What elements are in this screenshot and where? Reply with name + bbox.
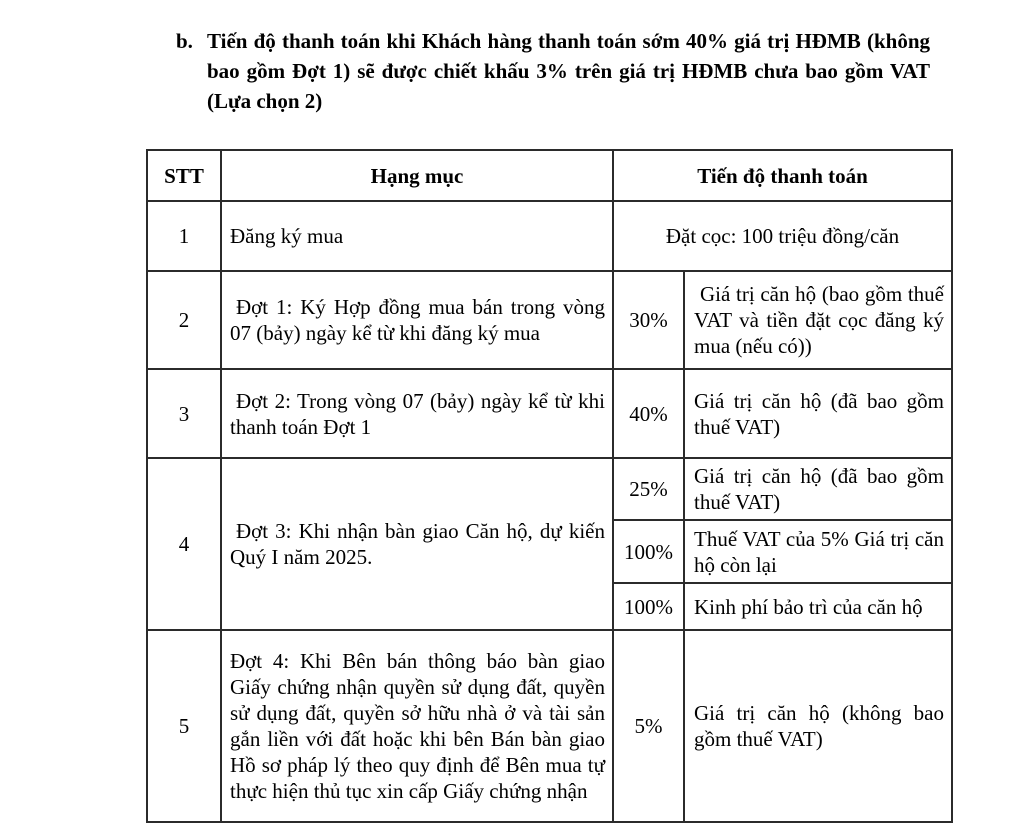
- row3-percent: 40%: [613, 369, 684, 458]
- row4-subrow3-desc: Kinh phí bảo trì của căn hộ: [684, 583, 952, 630]
- row4-subrow1-percent: 25%: [613, 458, 684, 520]
- table-row: [147, 271, 952, 369]
- row5-item: Đợt 4: Khi Bên bán thông báo bàn giao Giấy chứng nhận quyền sử dụng đất, quyền sử dụng đất, quyền sở hữu nhà ở và tài sản gắn liền với đất hoặc khi bên Bán bàn giao Hồ sơ pháp lý theo quy định để Bên mua tự thực hiện thủ tục xin cấp Giấy chứng nhận: [221, 630, 613, 822]
- row5-desc: Giá trị căn hộ (không bao gồm thuế VAT): [684, 630, 952, 822]
- header-cell-item: Hạng mục: [221, 150, 613, 201]
- payment-schedule-table: [146, 149, 953, 823]
- row1-stt: 1: [147, 201, 221, 271]
- row2-stt: 2: [147, 271, 221, 369]
- table-row: [147, 630, 952, 822]
- table-row: [147, 369, 952, 458]
- row5-percent: 5%: [613, 630, 684, 822]
- table-row: [147, 458, 952, 520]
- row3-desc: Giá trị căn hộ (đã bao gồm thuế VAT): [684, 369, 952, 458]
- section-heading-text: Tiến độ thanh toán khi Khách hàng thanh toán sớm 40% giá trị HĐMB (không bao gồm Đợt 1) sẽ được chiết khấu 3% trên giá trị HĐMB chưa bao gồm VAT (Lựa chọn 2): [207, 29, 930, 113]
- row3-item: Đợt 2: Trong vòng 07 (bảy) ngày kể từ khi thanh toán Đợt 1: [221, 369, 613, 458]
- table-row: [147, 201, 952, 271]
- row4-subrow2-percent: 100%: [613, 520, 684, 583]
- row1-payment: Đặt cọc: 100 triệu đồng/căn: [613, 201, 952, 271]
- row4-item: Đợt 3: Khi nhận bàn giao Căn hộ, dự kiến Quý I năm 2025.: [221, 458, 613, 630]
- row4-subrow3-percent: 100%: [613, 583, 684, 630]
- header-cell-stt: STT: [147, 150, 221, 201]
- section-heading-marker: b.: [176, 29, 193, 53]
- row4-subrow1-desc: Giá trị căn hộ (đã bao gồm thuế VAT): [684, 458, 952, 520]
- table-header-row: [147, 150, 952, 201]
- row1-item: Đăng ký mua: [221, 201, 613, 271]
- header-cell-schedule: Tiến độ thanh toán: [613, 150, 952, 201]
- row2-desc: Giá trị căn hộ (bao gồm thuế VAT và tiền đặt cọc đăng ký mua (nếu có)): [684, 271, 952, 369]
- row4-stt: 4: [147, 458, 221, 630]
- row3-stt: 3: [147, 369, 221, 458]
- row2-percent: 30%: [613, 271, 684, 369]
- row2-item: Đợt 1: Ký Hợp đồng mua bán trong vòng 07 (bảy) ngày kể từ khi đăng ký mua: [221, 271, 613, 369]
- row4-subrow2-desc: Thuế VAT của 5% Giá trị căn hộ còn lại: [684, 520, 952, 583]
- row5-stt: 5: [147, 630, 221, 822]
- section-heading: [176, 26, 1024, 116]
